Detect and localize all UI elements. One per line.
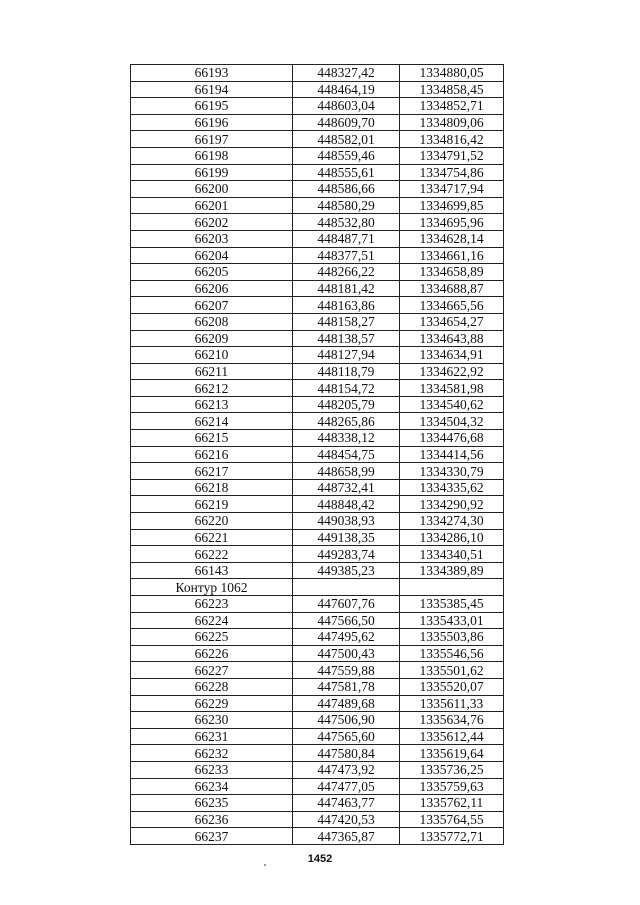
point-id-cell: 66216	[131, 446, 293, 463]
x-coordinate-cell: 448609,70	[293, 114, 400, 131]
x-coordinate-cell: 448582,01	[293, 131, 400, 148]
y-coordinate-cell: 1334699,85	[400, 197, 504, 214]
point-id-cell: 66222	[131, 546, 293, 563]
point-id-cell: 66201	[131, 197, 293, 214]
point-id-cell: 66221	[131, 529, 293, 546]
point-id-cell: 66225	[131, 629, 293, 646]
table-row	[131, 761, 504, 778]
table-row	[131, 280, 504, 297]
table-row	[131, 264, 504, 281]
x-coordinate-cell: 448127,94	[293, 347, 400, 364]
point-id-cell: 66229	[131, 695, 293, 712]
x-coordinate-cell: 448454,75	[293, 446, 400, 463]
x-coordinate-cell: 448586,66	[293, 181, 400, 198]
x-coordinate-cell: 448266,22	[293, 264, 400, 281]
x-coordinate-cell: 448158,27	[293, 313, 400, 330]
x-coordinate-cell: 447559,88	[293, 662, 400, 679]
x-coordinate-cell: 449138,35	[293, 529, 400, 546]
y-coordinate-cell: 1334880,05	[400, 65, 504, 82]
table-row	[131, 330, 504, 347]
y-coordinate-cell: 1335764,55	[400, 811, 504, 828]
table-row	[131, 164, 504, 181]
x-coordinate-cell: 447463,77	[293, 795, 400, 812]
x-coordinate-cell: 448487,71	[293, 230, 400, 247]
point-id-cell: 66217	[131, 463, 293, 480]
y-coordinate-cell: 1335634,76	[400, 712, 504, 729]
y-coordinate-cell: 1335736,25	[400, 761, 504, 778]
empty-cell	[293, 579, 400, 596]
table-row	[131, 347, 504, 364]
x-coordinate-cell: 447477,05	[293, 778, 400, 795]
point-id-cell: 66219	[131, 496, 293, 513]
y-coordinate-cell: 1335612,44	[400, 728, 504, 745]
x-coordinate-cell: 448327,42	[293, 65, 400, 82]
table-row	[131, 214, 504, 231]
x-coordinate-cell: 447580,84	[293, 745, 400, 762]
table-row	[131, 313, 504, 330]
table-row	[131, 662, 504, 679]
x-coordinate-cell: 448163,86	[293, 297, 400, 314]
point-id-cell: 66236	[131, 811, 293, 828]
x-coordinate-cell: 449385,23	[293, 562, 400, 579]
table-row	[131, 596, 504, 613]
x-coordinate-cell: 447607,76	[293, 596, 400, 613]
y-coordinate-cell: 1334661,16	[400, 247, 504, 264]
point-id-cell: 66143	[131, 562, 293, 579]
y-coordinate-cell: 1334476,68	[400, 430, 504, 447]
x-coordinate-cell: 447420,53	[293, 811, 400, 828]
point-id-cell: 66209	[131, 330, 293, 347]
point-id-cell: 66234	[131, 778, 293, 795]
table-row	[131, 446, 504, 463]
table-row	[131, 363, 504, 380]
y-coordinate-cell: 1334414,56	[400, 446, 504, 463]
table-row	[131, 562, 504, 579]
point-id-cell: 66194	[131, 81, 293, 98]
table-row	[131, 430, 504, 447]
point-id-cell: 66237	[131, 828, 293, 845]
y-coordinate-cell: 1334665,56	[400, 297, 504, 314]
y-coordinate-cell: 1334330,79	[400, 463, 504, 480]
x-coordinate-cell: 447581,78	[293, 678, 400, 695]
table-row	[131, 612, 504, 629]
point-id-cell: 66226	[131, 645, 293, 662]
y-coordinate-cell: 1334858,45	[400, 81, 504, 98]
point-id-cell: 66218	[131, 479, 293, 496]
y-coordinate-cell: 1334335,62	[400, 479, 504, 496]
x-coordinate-cell: 448658,99	[293, 463, 400, 480]
x-coordinate-cell: 447489,68	[293, 695, 400, 712]
x-coordinate-cell: 448377,51	[293, 247, 400, 264]
table-row	[131, 463, 504, 480]
table-row	[131, 98, 504, 115]
x-coordinate-cell: 448118,79	[293, 363, 400, 380]
point-id-cell: 66203	[131, 230, 293, 247]
point-id-cell: 66205	[131, 264, 293, 281]
empty-cell	[400, 579, 504, 596]
x-coordinate-cell: 447565,60	[293, 728, 400, 745]
point-id-cell: 66202	[131, 214, 293, 231]
table-row	[131, 546, 504, 563]
point-id-cell: 66210	[131, 347, 293, 364]
table-row	[131, 247, 504, 264]
y-coordinate-cell: 1334654,27	[400, 313, 504, 330]
x-coordinate-cell: 447566,50	[293, 612, 400, 629]
table-row	[131, 230, 504, 247]
table-row	[131, 81, 504, 98]
y-coordinate-cell: 1334643,88	[400, 330, 504, 347]
x-coordinate-cell: 447495,62	[293, 629, 400, 646]
table-row	[131, 678, 504, 695]
y-coordinate-cell: 1334504,32	[400, 413, 504, 430]
table-row	[131, 778, 504, 795]
y-coordinate-cell: 1335611,33	[400, 695, 504, 712]
table-row	[131, 65, 504, 82]
point-id-cell: 66212	[131, 380, 293, 397]
y-coordinate-cell: 1334274,30	[400, 513, 504, 530]
x-coordinate-cell: 449038,93	[293, 513, 400, 530]
x-coordinate-cell: 449283,74	[293, 546, 400, 563]
y-coordinate-cell: 1334540,62	[400, 396, 504, 413]
y-coordinate-cell: 1335772,71	[400, 828, 504, 845]
x-coordinate-cell: 448580,29	[293, 197, 400, 214]
table-row	[131, 629, 504, 646]
point-id-cell: 66207	[131, 297, 293, 314]
y-coordinate-cell: 1335385,45	[400, 596, 504, 613]
x-coordinate-cell: 448732,41	[293, 479, 400, 496]
x-coordinate-cell: 448138,57	[293, 330, 400, 347]
point-id-cell: 66199	[131, 164, 293, 181]
y-coordinate-cell: 1335759,63	[400, 778, 504, 795]
table-row	[131, 114, 504, 131]
y-coordinate-cell: 1334809,06	[400, 114, 504, 131]
point-id-cell: 66198	[131, 147, 293, 164]
y-coordinate-cell: 1334290,92	[400, 496, 504, 513]
table-row	[131, 181, 504, 198]
y-coordinate-cell: 1334695,96	[400, 214, 504, 231]
y-coordinate-cell: 1335520,07	[400, 678, 504, 695]
point-id-cell: 66233	[131, 761, 293, 778]
table-row	[131, 297, 504, 314]
y-coordinate-cell: 1335433,01	[400, 612, 504, 629]
y-coordinate-cell: 1334688,87	[400, 280, 504, 297]
point-id-cell: 66193	[131, 65, 293, 82]
y-coordinate-cell: 1334628,14	[400, 230, 504, 247]
point-id-cell: 66223	[131, 596, 293, 613]
y-coordinate-cell: 1334622,92	[400, 363, 504, 380]
coordinates-table-body	[131, 65, 504, 845]
x-coordinate-cell: 448205,79	[293, 396, 400, 413]
point-id-cell: 66228	[131, 678, 293, 695]
x-coordinate-cell: 448338,12	[293, 430, 400, 447]
point-id-cell: 66215	[131, 430, 293, 447]
point-id-cell: 66231	[131, 728, 293, 745]
table-row	[131, 795, 504, 812]
table-row	[131, 728, 504, 745]
x-coordinate-cell: 448464,19	[293, 81, 400, 98]
x-coordinate-cell: 447365,87	[293, 828, 400, 845]
section-label: Контур 1062	[131, 579, 293, 596]
y-coordinate-cell: 1335546,56	[400, 645, 504, 662]
table-row	[131, 695, 504, 712]
table-row	[131, 396, 504, 413]
table-row	[131, 811, 504, 828]
scan-speck	[264, 864, 266, 866]
y-coordinate-cell: 1334852,71	[400, 98, 504, 115]
y-coordinate-cell: 1335619,64	[400, 745, 504, 762]
point-id-cell: 66197	[131, 131, 293, 148]
y-coordinate-cell: 1334340,51	[400, 546, 504, 563]
x-coordinate-cell: 448559,46	[293, 147, 400, 164]
point-id-cell: 66220	[131, 513, 293, 530]
point-id-cell: 66214	[131, 413, 293, 430]
table-row	[131, 131, 504, 148]
table-row	[131, 645, 504, 662]
y-coordinate-cell: 1334754,86	[400, 164, 504, 181]
x-coordinate-cell: 448603,04	[293, 98, 400, 115]
table-row	[131, 147, 504, 164]
y-coordinate-cell: 1335501,62	[400, 662, 504, 679]
point-id-cell: 66195	[131, 98, 293, 115]
point-id-cell: 66204	[131, 247, 293, 264]
point-id-cell: 66227	[131, 662, 293, 679]
point-id-cell: 66211	[131, 363, 293, 380]
coordinates-table	[130, 64, 504, 845]
x-coordinate-cell: 448555,61	[293, 164, 400, 181]
point-id-cell: 66196	[131, 114, 293, 131]
table-row	[131, 496, 504, 513]
point-id-cell: 66206	[131, 280, 293, 297]
x-coordinate-cell: 447506,90	[293, 712, 400, 729]
point-id-cell: 66224	[131, 612, 293, 629]
x-coordinate-cell: 448265,86	[293, 413, 400, 430]
point-id-cell: 66208	[131, 313, 293, 330]
point-id-cell: 66200	[131, 181, 293, 198]
x-coordinate-cell: 448181,42	[293, 280, 400, 297]
section-header-row	[131, 579, 504, 596]
point-id-cell: 66232	[131, 745, 293, 762]
y-coordinate-cell: 1335762,11	[400, 795, 504, 812]
table-row	[131, 380, 504, 397]
x-coordinate-cell: 447473,92	[293, 761, 400, 778]
y-coordinate-cell: 1334634,91	[400, 347, 504, 364]
point-id-cell: 66230	[131, 712, 293, 729]
y-coordinate-cell: 1334791,52	[400, 147, 504, 164]
y-coordinate-cell: 1334658,89	[400, 264, 504, 281]
x-coordinate-cell: 448848,42	[293, 496, 400, 513]
y-coordinate-cell: 1334717,94	[400, 181, 504, 198]
table-row	[131, 413, 504, 430]
table-row	[131, 828, 504, 845]
point-id-cell: 66235	[131, 795, 293, 812]
table-row	[131, 529, 504, 546]
y-coordinate-cell: 1334816,42	[400, 131, 504, 148]
table-row	[131, 513, 504, 530]
y-coordinate-cell: 1334286,10	[400, 529, 504, 546]
table-row	[131, 745, 504, 762]
x-coordinate-cell: 448154,72	[293, 380, 400, 397]
y-coordinate-cell: 1334581,98	[400, 380, 504, 397]
table-row	[131, 479, 504, 496]
y-coordinate-cell: 1335503,86	[400, 629, 504, 646]
x-coordinate-cell: 447500,43	[293, 645, 400, 662]
y-coordinate-cell: 1334389,89	[400, 562, 504, 579]
point-id-cell: 66213	[131, 396, 293, 413]
table-row	[131, 197, 504, 214]
page-number: 1452	[307, 853, 333, 865]
table-row	[131, 712, 504, 729]
x-coordinate-cell: 448532,80	[293, 214, 400, 231]
